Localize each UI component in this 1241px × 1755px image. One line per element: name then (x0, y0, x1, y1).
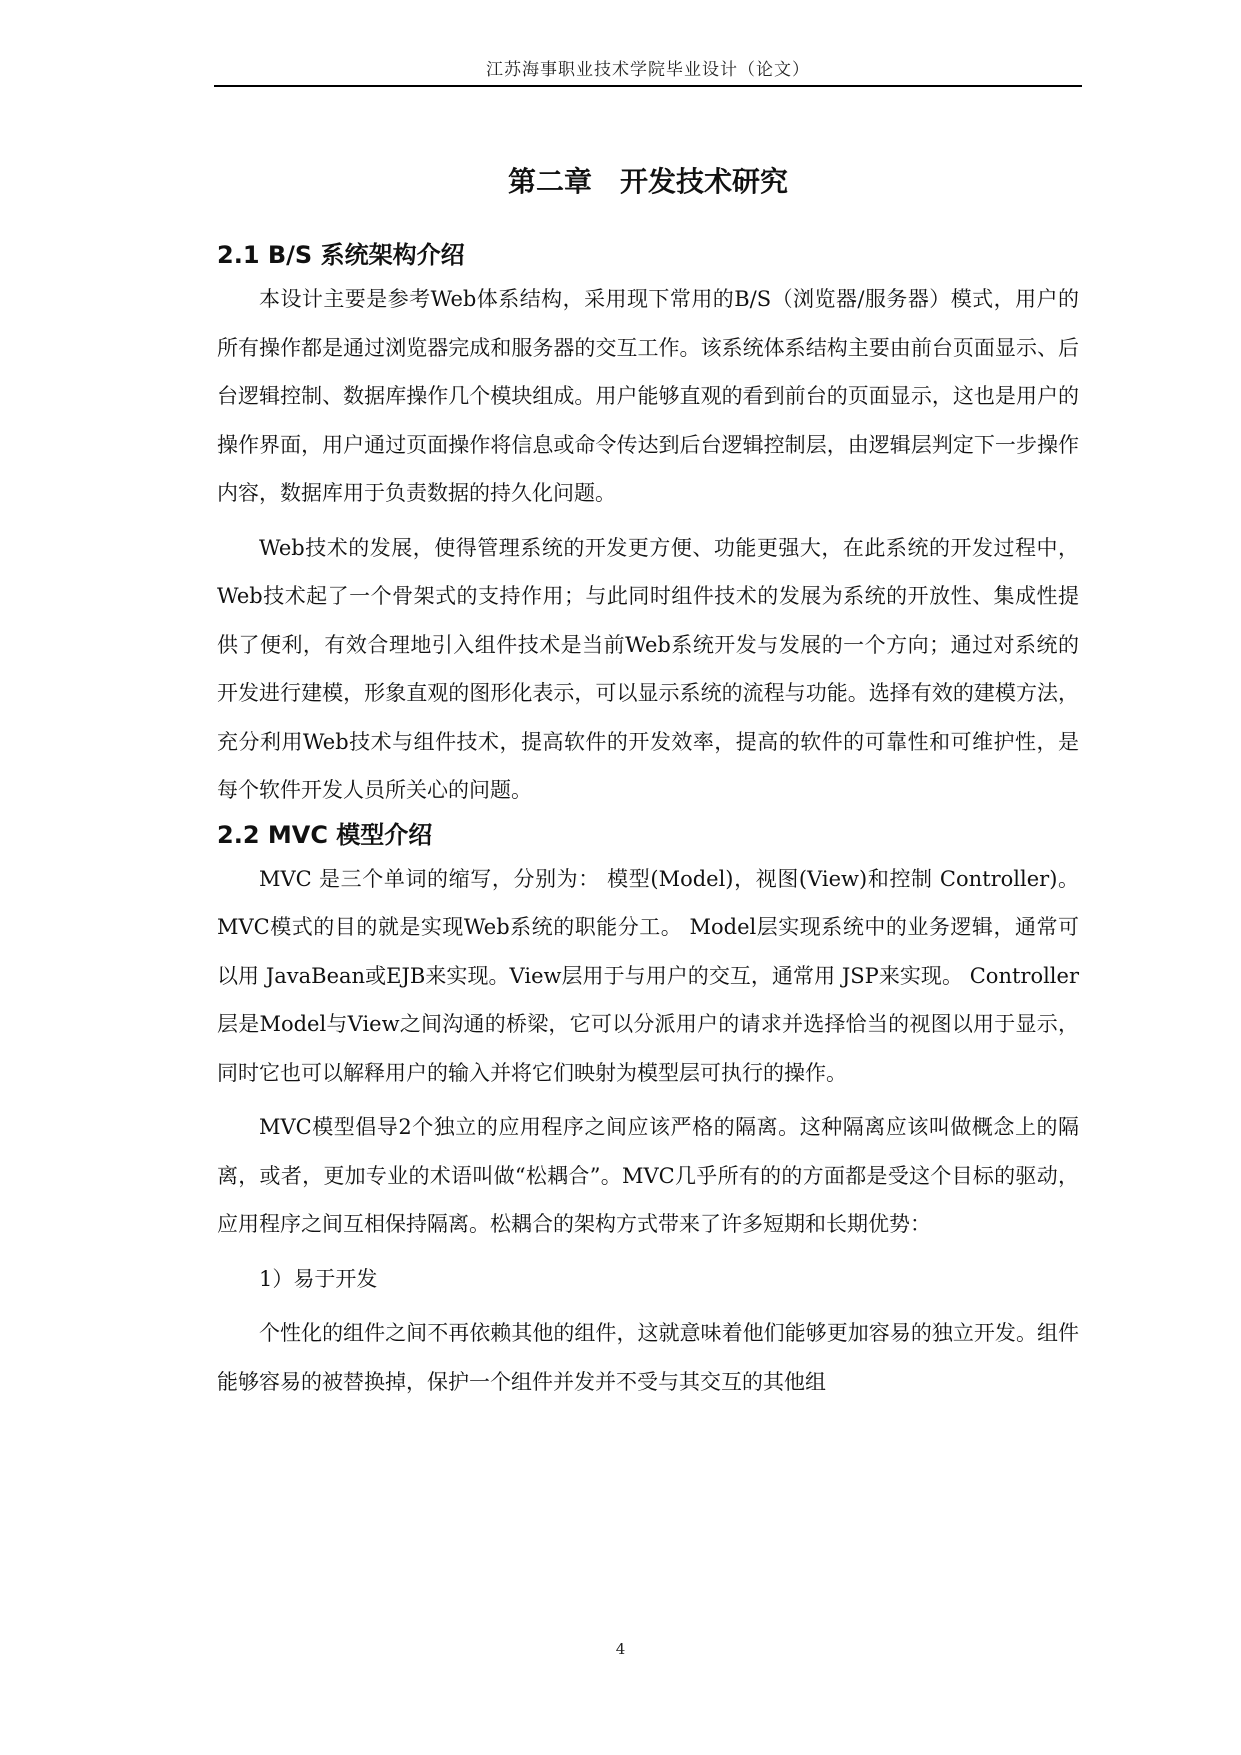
section-heading-2-1: 2.1 B/S 系统架构介绍 (217, 241, 465, 269)
paragraph: 本设计主要是参考Web体系结构，采用现下常用的B/S（浏览器/服务器）模式，用户的所有操作都是通过浏览器完成和服务器的交互工作。该系统体系结构主要由前台页面显示、后台逻辑控制、数据库操作几个模块组成。用户能够直观的看到前台的页面显示，这也是用户的操作界面，用户通过页面操作将信息或命令传达到后台逻辑控制层，由逻辑层判定下一步操作内容，数据库用于负责数据的持久化问题。 (217, 287, 1079, 505)
chapter-title: 第二章 开发技术研究 (507, 165, 788, 198)
paragraph: MVC模型倡导2个独立的应用程序之间应该严格的隔离。这种隔离应该叫做概念上的隔离，或者，更加专业的术语叫做“松耦合”。MVC几乎所有的的方面都是受这个目标的驱动，应用程序之间互相保持隔离。松耦合的架构方式带来了许多短期和长期优势： (217, 1115, 1079, 1236)
main-content (217, 235, 1079, 1406)
paragraph: 个性化的组件之间不再依赖其他的组件，这就意味着他们能够更加容易的独立开发。组件能够容易的被替换掉，保护一个组件并发并不受与其交互的其他组 (217, 1321, 1079, 1394)
header-rule (214, 85, 1082, 87)
page-number: 4 (615, 1640, 626, 1658)
paragraph: MVC 是三个单词的缩写，分别为： 模型(Model)，视图(View)和控制 Controller)。 MVC模式的目的就是实现Web系统的职能分工。 Model层实现系统中的业务逻辑，通常可以用 JavaBean或EJB来实现。View层用于与用户的交互，通常用 JSP来实现。 Controller层是Model与View之间沟通的桥梁，它可以分派用户的请求并选择恰当的视图以用于显示，同时它也可以解释用户的输入并将它们映射为模型层可执行的操作。 (217, 866, 1079, 1085)
paragraph: Web技术的发展，使得管理系统的开发更方便、功能更强大，在此系统的开发过程中，Web技术起了一个骨架式的支持作用；与此同时组件技术的发展为系统的开放性、集成性提供了便利，有效合理地引入组件技术是当前Web系统开发与发展的一个方向；通过对系统的开发进行建模，形象直观的图形化表示，可以显示系统的流程与功能。选择有效的建模方法，充分利用Web技术与组件技术，提高软件的开发效率，提高的软件的可靠性和可维护性，是每个软件开发人员所关心的问题。 (217, 535, 1079, 802)
section-heading-2-2: 2.2 MVC 模型介绍 (217, 820, 433, 849)
running-header: 江苏海事职业技术学院毕业设计（论文） (486, 60, 810, 80)
list-item: 1）易于开发 (259, 1266, 378, 1291)
